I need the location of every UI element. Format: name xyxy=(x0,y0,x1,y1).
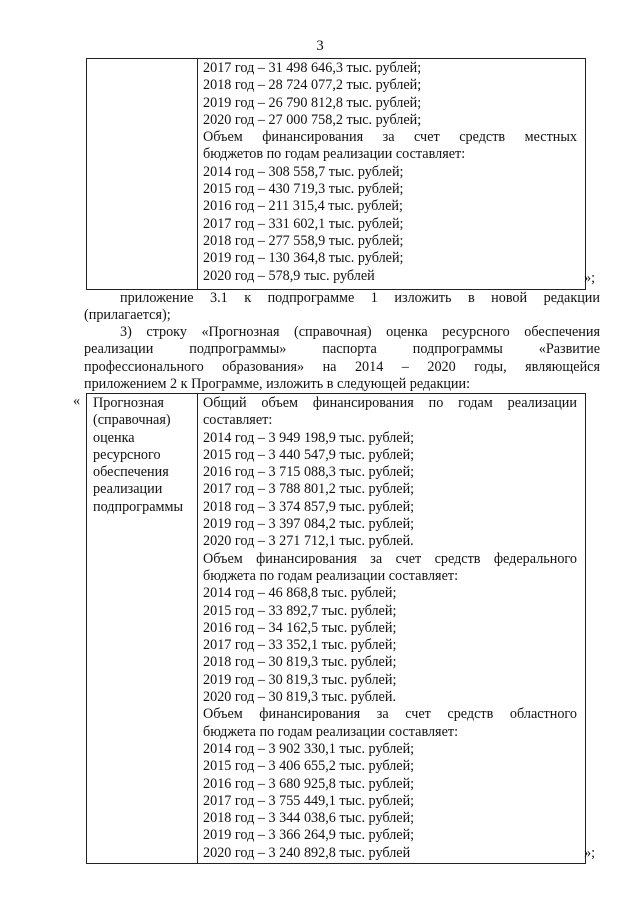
funding-heading-line: бюджета по годам реализации составляет: xyxy=(203,567,459,584)
funding-line: 2014 год – 3 902 330,1 тыс. рублей; xyxy=(203,740,415,757)
closing-quote: »; xyxy=(584,270,596,286)
row-label-line: реализации xyxy=(93,481,163,498)
funding-line: 2020 год – 3 240 892,8 тыс. рублей xyxy=(203,844,411,861)
resource-forecast-table xyxy=(86,393,586,864)
funding-line: 2016 год – 211 315,4 тыс. рублей; xyxy=(203,198,403,215)
funding-line: 2016 год – 3 680 925,8 тыс. рублей; xyxy=(203,775,415,792)
row-label-cell xyxy=(93,395,195,516)
funding-line: 2020 год – 27 000 758,2 тыс. рублей; xyxy=(203,111,422,128)
funding-line: 2019 год – 30 819,3 тыс. рублей; xyxy=(203,671,397,688)
funding-heading-line: бюджета по годам реализации составляет: xyxy=(203,723,459,740)
funding-line: 2014 год – 46 868,8 тыс. рублей; xyxy=(203,585,397,602)
funding-line: 2015 год – 3 440 547,9 тыс. рублей; xyxy=(203,446,415,463)
funding-line: 2015 год – 430 719,3 тыс. рублей; xyxy=(203,181,404,198)
funding-heading-line: составляет: xyxy=(203,412,273,429)
funding-line: 2018 год – 28 724 077,2 тыс. рублей; xyxy=(203,77,422,94)
funding-line: 2017 год – 3 755 449,1 тыс. рублей; xyxy=(203,792,415,809)
paragraph-line: приложение 3.1 к подпрограмме 1 изложить в новой редакции xyxy=(120,290,600,306)
funding-line: 2019 год – 3 397 084,2 тыс. рублей; xyxy=(203,516,415,533)
funding-heading-line: Общий объем финансирования по годам реализации xyxy=(203,395,577,411)
row-label-line: подпрограммы xyxy=(93,498,183,515)
funding-table-continued xyxy=(86,58,586,290)
row-label-line: ресурсного xyxy=(93,446,161,463)
funding-line: 2018 год – 277 558,9 тыс. рублей; xyxy=(203,232,404,249)
funding-line: 2015 год – 3 406 655,2 тыс. рублей; xyxy=(203,758,415,775)
page-number: 3 xyxy=(316,38,324,54)
funding-line: 2019 год – 130 364,8 тыс. рублей; xyxy=(203,250,404,267)
funding-line: 2016 год – 34 162,5 тыс. рублей; xyxy=(203,619,397,636)
funding-line: 2017 год – 3 788 801,2 тыс. рублей; xyxy=(203,481,415,498)
paragraph-line: 3) строку «Прогнозная (справочная) оценка ресурсного обеспечения xyxy=(120,324,600,340)
table-column-divider xyxy=(197,394,198,863)
funding-line: 2018 год – 3 374 857,9 тыс. рублей; xyxy=(203,498,415,515)
row-label-line: (справочная) xyxy=(93,412,171,429)
paragraph-line: приложением 2 к Программе, изложить в следующей редакции: xyxy=(84,375,471,392)
table-column-divider xyxy=(197,59,198,289)
funding-line: 2017 год – 331 602,1 тыс. рублей; xyxy=(203,215,404,232)
opening-quote: « xyxy=(73,393,81,409)
paragraph-amendment xyxy=(84,324,600,393)
row-label-line: оценка xyxy=(93,429,135,446)
funding-line: 2018 год – 30 819,3 тыс. рублей; xyxy=(203,654,397,671)
funding-line: 2017 год – 33 352,1 тыс. рублей; xyxy=(203,637,397,654)
funding-heading-line: бюджетов по годам реализации составляет: xyxy=(203,146,466,163)
funding-heading-line: Объем финансирования за счет средств федерального xyxy=(203,550,577,567)
funding-line: 2019 год – 26 790 812,8 тыс. рублей; xyxy=(203,94,422,111)
paragraph-appendix xyxy=(84,290,600,325)
row-label-line: обеспечения xyxy=(93,464,169,481)
funding-heading-line: Объем финансирования за счет средств местных xyxy=(203,129,577,146)
funding-line: 2019 год – 3 366 264,9 тыс. рублей; xyxy=(203,827,415,844)
funding-line: 2015 год – 33 892,7 тыс. рублей; xyxy=(203,602,397,619)
funding-line: 2014 год – 308 558,7 тыс. рублей; xyxy=(203,163,404,180)
funding-line: 2020 год – 3 271 712,1 тыс. рублей. xyxy=(203,533,414,550)
funding-heading-line: Объем финансирования за счет средств областного xyxy=(203,706,577,723)
closing-quote: »; xyxy=(584,845,596,861)
paragraph-line: реализации подпрограммы» паспорта подпрограммы «Развитие xyxy=(84,341,600,358)
paragraph-line: (прилагается); xyxy=(84,307,171,324)
funding-line: 2014 год – 3 949 198,9 тыс. рублей; xyxy=(203,429,415,446)
row-label-line: Прогнозная xyxy=(93,395,164,411)
funding-line: 2020 год – 578,9 тыс. рублей xyxy=(203,267,375,284)
funding-line: 2020 год – 30 819,3 тыс. рублей. xyxy=(203,689,396,706)
funding-values-cell xyxy=(203,395,577,862)
funding-line: 2017 год – 31 498 646,3 тыс. рублей; xyxy=(203,60,422,76)
funding-line: 2018 год – 3 344 038,6 тыс. рублей; xyxy=(203,810,415,827)
paragraph-line: профессионального образования» на 2014 – 2020 годы, являющейся xyxy=(84,358,600,375)
funding-values-cell xyxy=(203,60,577,285)
funding-line: 2016 год – 3 715 088,3 тыс. рублей; xyxy=(203,464,415,481)
